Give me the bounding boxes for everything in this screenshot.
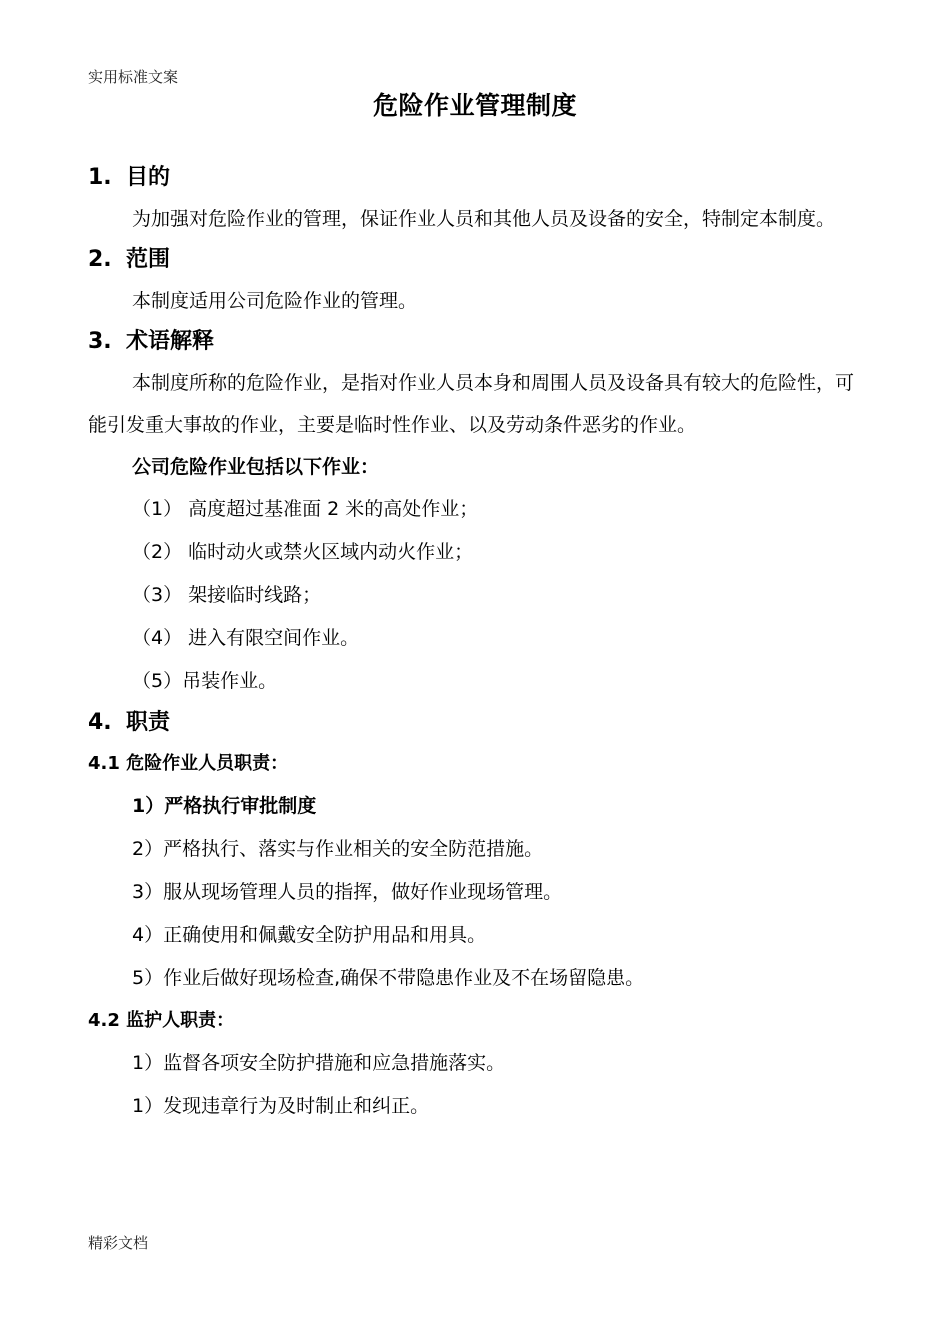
- list-item: 1）严格执行审批制度: [132, 795, 317, 817]
- list-title: 公司危险作业包括以下作业：: [132, 456, 380, 478]
- list-item: 1）发现违章行为及时制止和纠正。: [132, 1095, 430, 1117]
- section-paragraph: 本制度适用公司危险作业的管理。: [132, 290, 418, 312]
- section-number: 4.: [88, 710, 112, 735]
- document-body: [88, 158, 858, 1128]
- list-item: 5）作业后做好现场检查,确保不带隐患作业及不在场留隐患。: [132, 967, 645, 989]
- document-title: 危险作业管理制度: [372, 91, 577, 120]
- section-title: 范围: [126, 247, 171, 272]
- list-item: （4） 进入有限空间作业。: [132, 627, 360, 649]
- section-title: 职责: [126, 710, 171, 735]
- section-heading-scope: [88, 240, 858, 280]
- list-item: 3）服从现场管理人员的指挥，做好作业现场管理。: [132, 881, 563, 903]
- list-item: （5）吊装作业。: [132, 670, 278, 692]
- section-heading-duties: [88, 703, 858, 743]
- list-item: 4）正确使用和佩戴安全防护用品和用具。: [132, 924, 487, 946]
- section-heading-terms: [88, 322, 858, 362]
- subsection-title: 4.2 监护人职责：: [88, 1010, 235, 1031]
- subsection-title: 4.1 危险作业人员职责：: [88, 753, 289, 774]
- list-item: （2） 临时动火或禁火区域内动火作业；: [132, 541, 474, 563]
- section-title: 术语解释: [126, 329, 215, 354]
- section-number: 3.: [88, 329, 112, 354]
- section-paragraph: 为加强对危险作业的管理，保证作业人员和其他人员及设备的安全，特制定本制度。: [132, 208, 836, 230]
- section-number: 1.: [88, 165, 112, 190]
- page-footer: 精彩文档: [88, 1234, 149, 1252]
- list-item: （1） 高度超过基准面 2 米的高处作业；: [132, 498, 479, 520]
- page-header: 实用标准文案: [88, 68, 179, 86]
- list-item: 1）监督各项安全防护措施和应急措施落实。: [132, 1052, 506, 1074]
- list-item: （3） 架接临时线路；: [132, 584, 322, 606]
- list-item: 2）严格执行、落实与作业相关的安全防范措施。: [132, 838, 544, 860]
- section-heading-purpose: [88, 158, 858, 198]
- section-paragraph: 本制度所称的危险作业，是指对作业人员本身和周围人员及设备具有较大的危险性，可能引发重大事故的作业，主要是临时性作业、以及劳动条件恶劣的作业。: [88, 372, 855, 436]
- section-title: 目的: [126, 165, 171, 190]
- section-number: 2.: [88, 247, 112, 272]
